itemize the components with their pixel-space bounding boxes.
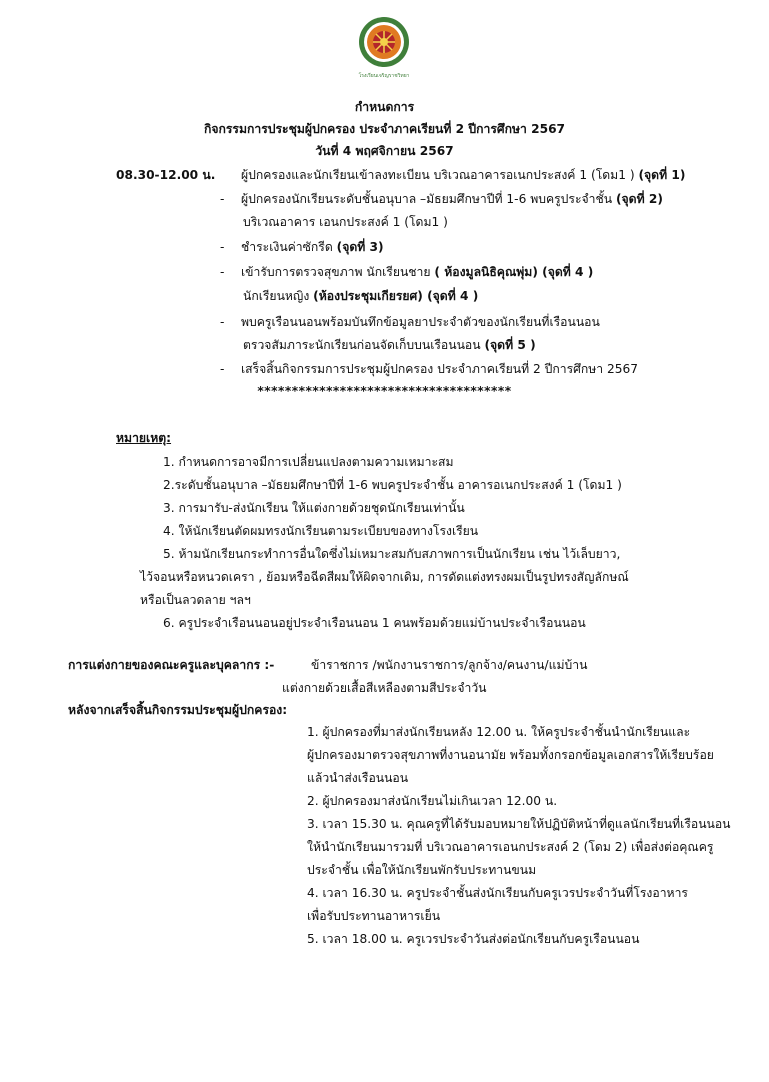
schedule-item-2 — [241, 192, 663, 207]
after-3-line1: 3. เวลา 15.30 น. คุณครูที่ได้รับมอบหมายให้ปฏิบัติหน้าที่ดูแลนักเรียนที่เรือนนอน — [307, 817, 731, 831]
remark-1: 1. กำหนดการอาจมีการเปลี่ยนแปลงตามความเหมาะสม — [163, 455, 454, 469]
after-1-line1: 1. ผู้ปกครองที่มาส่งนักเรียนหลัง 12.00 น. ให้ครูประจำชั้นนำนักเรียนและ — [307, 725, 691, 739]
item-5-line2 — [243, 338, 536, 353]
bullet-dash: - — [220, 192, 225, 206]
bullet-dash: - — [220, 315, 225, 329]
remark-5-line3: หรือเป็นลวดลาย ฯลฯ — [140, 593, 251, 607]
item-1-text: ผู้ปกครองและนักเรียนเข้าลงทะเบียน บริเวณอาคารอเนกประสงค์ 1 (โดม1 ) — [241, 168, 635, 182]
item-4-location: ( ห้องมูลนิธิคุณพุ่ม) (จุดที่ 4 ) — [434, 265, 594, 279]
after-5: 5. เวลา 18.00 น. ครูเวรประจำวันส่งต่อนักเรียนกับครูเรือนนอน — [307, 932, 640, 946]
bullet-dash: - — [220, 240, 225, 254]
item-3-text: ชำระเงินค่าซักรีด — [241, 240, 333, 254]
after-3-line3: ประจำชั้น เพื่อให้นักเรียนพักรับประทานขนม — [307, 863, 537, 877]
heading-activity: กิจกรรมการประชุมผู้ปกครอง ประจำภาคเรียนที่ 2 ปีการศึกษา 2567 — [203, 122, 566, 136]
item-2-text: ผู้ปกครองนักเรียนระดับชั้นอนุบาล –มัธยมศึกษาปีที่ 1-6 พบครูประจำชั้น — [241, 192, 613, 206]
after-3-line2: ให้นำนักเรียนมารวมที่ บริเวณอาคารเอนกประสงค์ 2 (โดม 2) เพื่อส่งต่อคุณครู — [307, 840, 714, 854]
remark-4: 4. ให้นักเรียนตัดผมทรงนักเรียนตามระเบียบของทางโรงเรียน — [163, 524, 479, 538]
school-logo — [353, 14, 415, 82]
bullet-dash: - — [220, 362, 225, 376]
remark-5-line2: ไว้จอนหรือหนวดเครา , ย้อมหรือฉีดสีผมให้ผิดจากเดิม, การดัดแต่งทรงผมเป็นรูปทรงสัญลักษณ์ — [140, 570, 629, 584]
item-4-line2-text: นักเรียนหญิง — [243, 289, 310, 303]
item-2-point: (จุดที่ 2) — [615, 192, 663, 206]
after-1-line2: ผู้ปกครองมาตรวจสุขภาพที่งานอนามัย พร้อมทั้งกรอกข้อมูลเอกสารให้เรียบร้อย — [307, 748, 714, 762]
remark-5-line1: 5. ห้ามนักเรียนกระทำการอื่นใดซึ่งไม่เหมาะสมกับสภาพการเป็นนักเรียน เช่น ไว้เล็บยาว, — [163, 547, 621, 561]
after-2: 2. ผู้ปกครองมาส่งนักเรียนไม่เกินเวลา 12.00 น. — [307, 794, 558, 808]
item-5-point: (จุดที่ 5 ) — [484, 338, 536, 352]
after-heading: หลังจากเสร็จสิ้นกิจกรรมประชุมผู้ปกครอง: — [68, 703, 288, 717]
heading-schedule: กำหนดการ — [354, 100, 415, 114]
separator-stars: ************************************* — [257, 384, 512, 398]
schedule-item-6: เสร็จสิ้นกิจกรรมการประชุมผู้ปกครอง ประจำภาคเรียนที่ 2 ปีการศึกษา 2567 — [241, 362, 639, 376]
remark-6: 6. ครูประจำเรือนนอนอยู่ประจำเรือนนอน 1 คนพร้อมด้วยแม่บ้านประจำเรือนนอน — [163, 616, 586, 630]
heading-date: วันที่ 4 พฤศจิกายน 2567 — [315, 144, 454, 158]
item-4-line2-location: (ห้องประชุมเกียรยศ) (จุดที่ 4 ) — [313, 289, 479, 303]
dress-line1: ข้าราชการ /พนักงานราชการ/ลูกจ้าง/คนงาน/แม่บ้าน — [311, 658, 588, 672]
bullet-dash: - — [220, 265, 225, 279]
schedule-item-1 — [241, 168, 685, 183]
after-1-line3: แล้วนำส่งเรือนนอน — [307, 771, 409, 785]
remark-2: 2.ระดับชั้นอนุบาล –มัธยมศึกษาปีที่ 1-6 พบครูประจำชั้น อาคารอเนกประสงค์ 1 (โดม1 ) — [163, 478, 622, 492]
after-4-line2: เพื่อรับประทานอาหารเย็น — [307, 909, 441, 923]
remark-3: 3. การมารับ-ส่งนักเรียน ให้แต่งกายด้วยชุดนักเรียนเท่านั้น — [163, 501, 465, 515]
item-4-text: เข้ารับการตรวจสุขภาพ นักเรียนชาย — [241, 265, 431, 279]
schedule-item-3 — [241, 240, 384, 255]
schedule-item-5: พบครูเรือนนอนพร้อมบันทึกข้อมูลยาประจำตัวของนักเรียนที่เรือนนอน — [241, 315, 600, 329]
item-2-line2: บริเวณอาคาร เอนกประสงค์ 1 (โดม1 ) — [243, 215, 448, 229]
svg-text:โรงเรียนเจริญราชวิทยา: โรงเรียนเจริญราชวิทยา — [358, 73, 410, 79]
dress-line2: แต่งกายด้วยเสื้อสีเหลืองตามสีประจำวัน — [282, 681, 487, 695]
item-5-line2-text: ตรวจสัมภาระนักเรียนก่อนจัดเก็บบนเรือนนอน — [243, 338, 481, 352]
remarks-heading: หมายเหตุ: — [116, 431, 172, 445]
item-3-point: (จุดที่ 3) — [336, 240, 384, 254]
schedule-time: 08.30-12.00 น. — [116, 168, 216, 182]
item-1-point: (จุดที่ 1) — [638, 168, 686, 182]
item-4-line2 — [243, 289, 478, 304]
schedule-item-4 — [241, 265, 593, 280]
dress-heading: การแต่งกายของคณะครูและบุคลากร :- — [68, 658, 275, 672]
after-4-line1: 4. เวลา 16.30 น. ครูประจำชั้นส่งนักเรียนกับครูเวรประจำวันที่โรงอาหาร — [307, 886, 688, 900]
